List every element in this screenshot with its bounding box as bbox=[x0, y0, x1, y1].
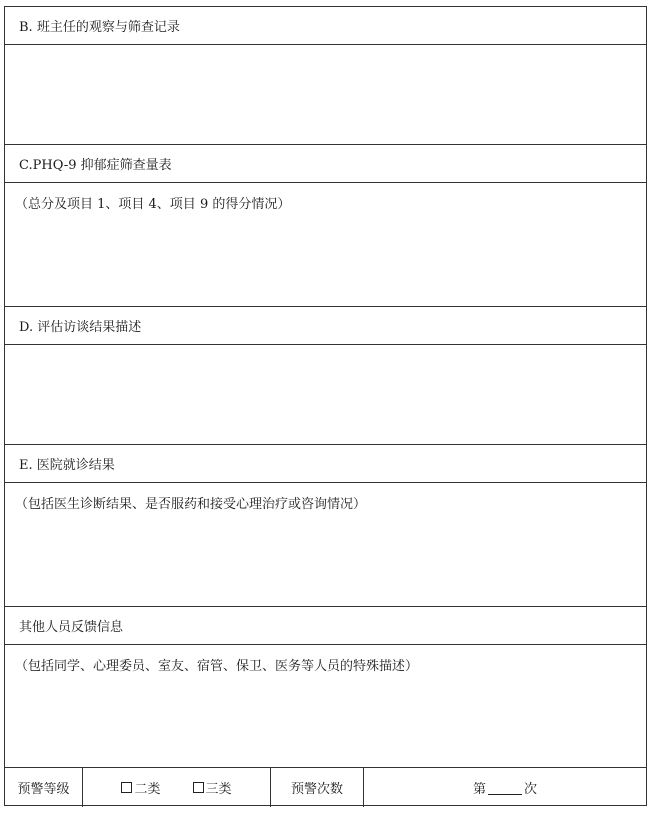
count-blank-field[interactable] bbox=[488, 781, 522, 795]
section-e-title: E. 医院就诊结果 bbox=[19, 458, 115, 473]
section-e-header bbox=[5, 445, 646, 483]
bottom-row bbox=[5, 768, 646, 807]
warning-level-label-cell bbox=[5, 768, 83, 807]
count-suffix: 次 bbox=[524, 782, 538, 797]
section-e-note: （包括医生诊断结果、是否服药和接受心理治疗或咨询情况） bbox=[15, 497, 367, 512]
other-feedback-body[interactable] bbox=[5, 645, 646, 768]
checkbox-level-2[interactable] bbox=[121, 782, 132, 793]
count-prefix: 第 bbox=[472, 782, 486, 797]
other-feedback-note: （包括同学、心理委员、室友、宿管、保卫、医务等人员的特殊描述） bbox=[15, 659, 419, 674]
option-level-2[interactable] bbox=[121, 778, 160, 797]
option-level-3[interactable] bbox=[193, 778, 232, 797]
checkbox-level-3[interactable] bbox=[193, 782, 204, 793]
warning-count-value-cell bbox=[364, 768, 646, 807]
section-c-body[interactable] bbox=[5, 183, 646, 307]
section-b-title: B. 班主任的观察与筛查记录 bbox=[19, 20, 180, 35]
warning-count-label: 预警次数 bbox=[290, 782, 343, 797]
section-e-body[interactable] bbox=[5, 483, 646, 607]
other-feedback-header bbox=[5, 607, 646, 645]
other-feedback-title: 其他人员反馈信息 bbox=[19, 620, 124, 635]
section-c-header bbox=[5, 145, 646, 183]
section-b-header bbox=[5, 7, 646, 45]
section-d-body[interactable] bbox=[5, 345, 646, 445]
warning-count-label-cell bbox=[271, 768, 364, 807]
section-d-header bbox=[5, 307, 646, 345]
option-level-2-label: 二类 bbox=[134, 782, 161, 797]
section-d-title: D. 评估访谈结果描述 bbox=[19, 320, 142, 335]
section-c-title: C.PHQ-9 抑郁症筛查量表 bbox=[19, 158, 172, 173]
warning-level-options-cell bbox=[83, 768, 271, 807]
option-level-3-label: 三类 bbox=[205, 782, 232, 797]
warning-level-label: 预警等级 bbox=[17, 782, 70, 797]
section-c-note: （总分及项目 1、项目 4、项目 9 的得分情况） bbox=[15, 197, 291, 212]
warning-record-form bbox=[4, 6, 647, 806]
section-b-body[interactable] bbox=[5, 45, 646, 145]
